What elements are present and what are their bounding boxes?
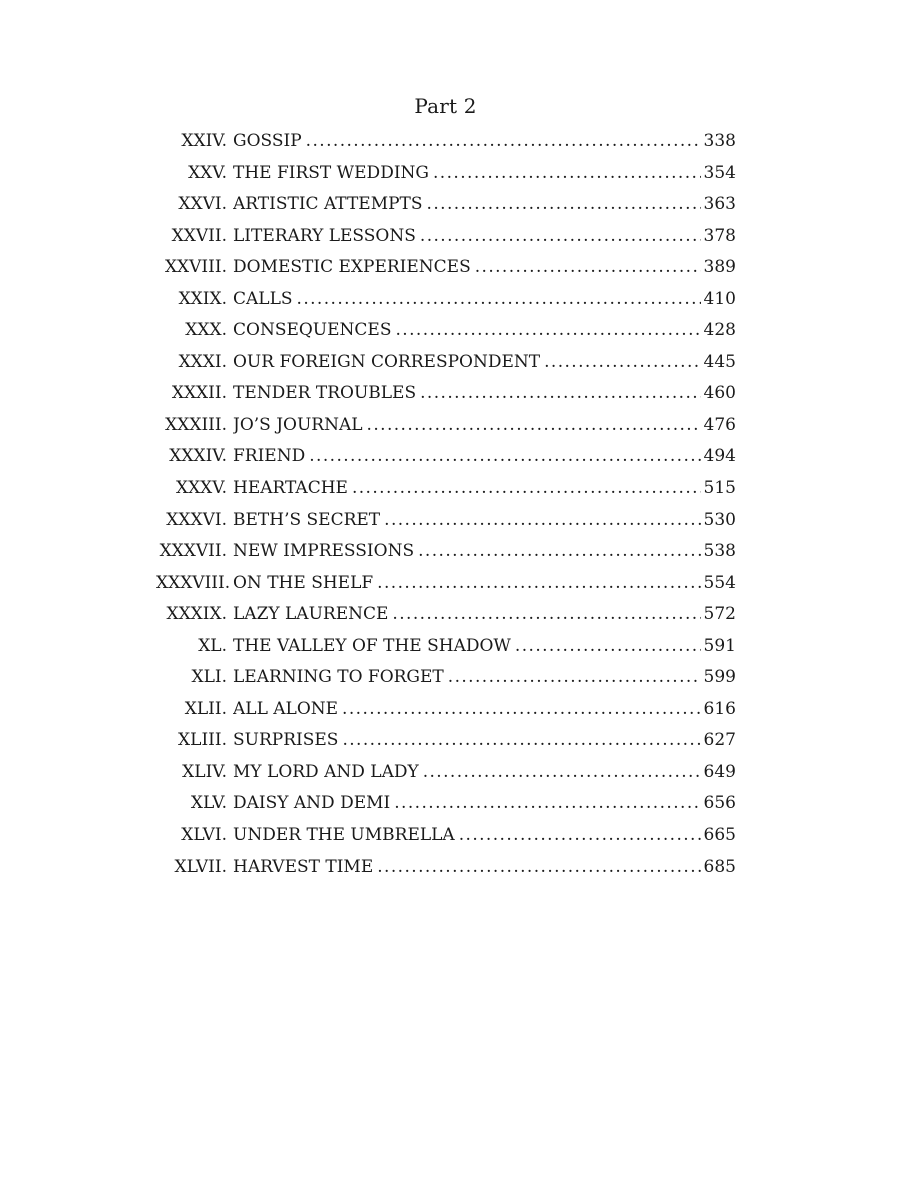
chapter-title: SURPRISES <box>233 730 342 750</box>
page-number: 515 <box>703 478 736 499</box>
toc-entry <box>156 699 736 731</box>
chapter-title: CALLS <box>233 289 297 309</box>
chapter-title: LEARNING TO FORGET <box>233 667 448 687</box>
dot-leader <box>384 510 700 530</box>
toc-entry <box>156 257 736 289</box>
dot-leader <box>420 383 700 403</box>
page-number: 363 <box>703 194 736 215</box>
chapter-title: ON THE SHELF <box>233 573 377 593</box>
toc-entry <box>156 320 736 352</box>
chapter-entry <box>233 541 736 561</box>
page-number: 599 <box>703 667 736 688</box>
chapter-numeral: XXXII. <box>171 383 227 404</box>
dot-leader <box>475 257 701 277</box>
dot-leader <box>423 762 701 782</box>
chapter-title: HEARTACHE <box>233 478 352 498</box>
dot-leader <box>342 699 701 719</box>
chapter-entry <box>233 730 736 750</box>
dot-leader <box>459 825 701 845</box>
toc-entry <box>156 383 736 415</box>
chapter-title: OUR FOREIGN CORRESPONDENT <box>233 352 544 372</box>
chapter-entry <box>233 352 736 372</box>
chapter-entry <box>233 857 736 877</box>
toc-entry <box>156 793 736 825</box>
chapter-numeral: XXIX. <box>178 288 227 309</box>
dot-leader <box>544 352 700 372</box>
chapter-numeral: XLV. <box>190 793 227 814</box>
dot-leader <box>433 163 701 183</box>
chapter-numeral: XL. <box>198 635 227 656</box>
page-number: 616 <box>703 698 736 719</box>
chapter-entry <box>233 510 736 530</box>
chapter-title: BETH’S SECRET <box>233 510 384 530</box>
dot-leader <box>309 446 700 466</box>
dot-leader <box>392 604 700 624</box>
chapter-title: FRIEND <box>233 446 309 466</box>
page-number: 389 <box>703 257 736 278</box>
dot-leader <box>377 857 700 877</box>
chapter-numeral: XXVI. <box>178 194 227 215</box>
toc-entry <box>156 289 736 321</box>
chapter-entry <box>233 257 736 277</box>
toc-entry <box>156 667 736 699</box>
dot-leader <box>306 131 701 151</box>
page-number: 445 <box>703 351 736 372</box>
toc-entry <box>156 541 736 573</box>
chapter-title: TENDER TROUBLES <box>233 383 420 403</box>
dot-leader <box>377 573 700 593</box>
chapter-entry <box>233 478 736 498</box>
chapter-numeral: XLVI. <box>181 825 227 846</box>
page-number: 572 <box>703 604 736 625</box>
toc-entry <box>156 636 736 668</box>
page-number: 665 <box>703 825 736 846</box>
toc-entry <box>156 857 736 889</box>
toc-entry <box>156 352 736 384</box>
chapter-title: THE FIRST WEDDING <box>233 163 433 183</box>
chapter-entry <box>233 667 736 687</box>
page-number: 476 <box>703 414 736 435</box>
chapter-numeral: XXVII. <box>171 225 227 246</box>
chapter-title: LAZY LAURENCE <box>233 604 392 624</box>
chapter-title: DOMESTIC EXPERIENCES <box>233 257 475 277</box>
toc-entry <box>156 762 736 794</box>
page-number: 428 <box>703 320 736 341</box>
chapter-title: HARVEST TIME <box>233 857 377 877</box>
chapter-title: MY LORD AND LADY <box>233 762 423 782</box>
dot-leader <box>515 636 701 656</box>
chapter-title: ARTISTIC ATTEMPTS <box>233 194 427 214</box>
chapter-entry <box>233 383 736 403</box>
chapter-entry <box>233 320 736 340</box>
chapter-entry <box>233 762 736 782</box>
toc-entry <box>156 510 736 542</box>
chapter-entry <box>233 636 736 656</box>
toc-entry <box>156 730 736 762</box>
page-number: 338 <box>703 131 736 151</box>
chapter-entry <box>233 573 736 593</box>
chapter-numeral: XXXV. <box>175 478 227 499</box>
chapter-numeral: XXXIV. <box>169 446 227 467</box>
page-number: 554 <box>703 572 736 593</box>
chapter-numeral: XLIV. <box>182 761 227 782</box>
chapter-entry <box>233 289 736 309</box>
chapter-numeral: XXVIII. <box>164 257 227 278</box>
page-number: 627 <box>703 730 736 751</box>
page-number: 494 <box>703 446 736 467</box>
dot-leader <box>352 478 701 498</box>
chapter-entry <box>233 163 736 183</box>
toc-entry <box>156 226 736 258</box>
page-number: 530 <box>703 509 736 530</box>
page-number: 378 <box>703 225 736 246</box>
dot-leader <box>420 226 701 246</box>
toc-entry <box>156 163 736 195</box>
chapter-numeral: XLII. <box>184 698 227 719</box>
dot-leader <box>367 415 701 435</box>
chapter-numeral: XXX. <box>185 320 227 341</box>
page-number: 685 <box>703 856 736 877</box>
toc-entry <box>156 573 736 605</box>
chapter-title: JO’S JOURNAL <box>233 415 367 435</box>
dot-leader <box>394 793 700 813</box>
table-of-contents <box>156 131 736 888</box>
chapter-entry <box>233 604 736 624</box>
page-number: 656 <box>703 793 736 814</box>
dot-leader <box>297 289 701 309</box>
dot-leader <box>396 320 701 340</box>
chapter-numeral: XXV. <box>188 162 227 183</box>
part-title: Part 2 <box>414 94 477 118</box>
dot-leader <box>427 194 701 214</box>
chapter-entry <box>233 131 736 151</box>
toc-entry <box>156 415 736 447</box>
page-number: 649 <box>703 761 736 782</box>
chapter-entry <box>233 793 736 813</box>
toc-entry <box>156 478 736 510</box>
chapter-title: UNDER THE UMBRELLA <box>233 825 459 845</box>
dot-leader <box>342 730 700 750</box>
chapter-entry <box>233 194 736 214</box>
toc-entry <box>156 194 736 226</box>
chapter-numeral: XLVII. <box>174 856 227 877</box>
toc-entry <box>156 604 736 636</box>
page-number: 354 <box>703 162 736 183</box>
chapter-numeral: XXXVII. <box>159 541 227 562</box>
chapter-numeral: XLIII. <box>178 730 227 751</box>
chapter-numeral: XXXVIII. <box>156 572 231 593</box>
chapter-entry <box>233 446 736 466</box>
dot-leader <box>418 541 700 561</box>
page-number: 410 <box>703 288 736 309</box>
chapter-title: DAISY AND DEMI <box>233 793 394 813</box>
chapter-title: CONSEQUENCES <box>233 320 396 340</box>
chapter-title: NEW IMPRESSIONS <box>233 541 418 561</box>
toc-entry <box>156 131 736 163</box>
page-number: 591 <box>703 635 736 656</box>
chapter-title: LITERARY LESSONS <box>233 226 420 246</box>
chapter-numeral: XXXIX. <box>166 604 227 625</box>
chapter-entry <box>233 825 736 845</box>
chapter-entry <box>233 415 736 435</box>
chapter-entry <box>233 699 736 719</box>
chapter-numeral: XXXVI. <box>166 509 227 530</box>
chapter-entry <box>233 226 736 246</box>
chapter-title: ALL ALONE <box>233 699 342 719</box>
chapter-numeral: XXXI. <box>178 351 227 372</box>
chapter-numeral: XXXIII. <box>165 414 227 435</box>
chapter-title: GOSSIP <box>233 131 306 151</box>
page-number: 460 <box>703 383 736 404</box>
chapter-numeral: XLI. <box>191 667 227 688</box>
chapter-numeral: XXIV. <box>181 131 227 151</box>
page-number: 538 <box>703 541 736 562</box>
toc-entry <box>156 825 736 857</box>
toc-entry <box>156 446 736 478</box>
chapter-title: THE VALLEY OF THE SHADOW <box>233 636 515 656</box>
dot-leader <box>448 667 701 687</box>
